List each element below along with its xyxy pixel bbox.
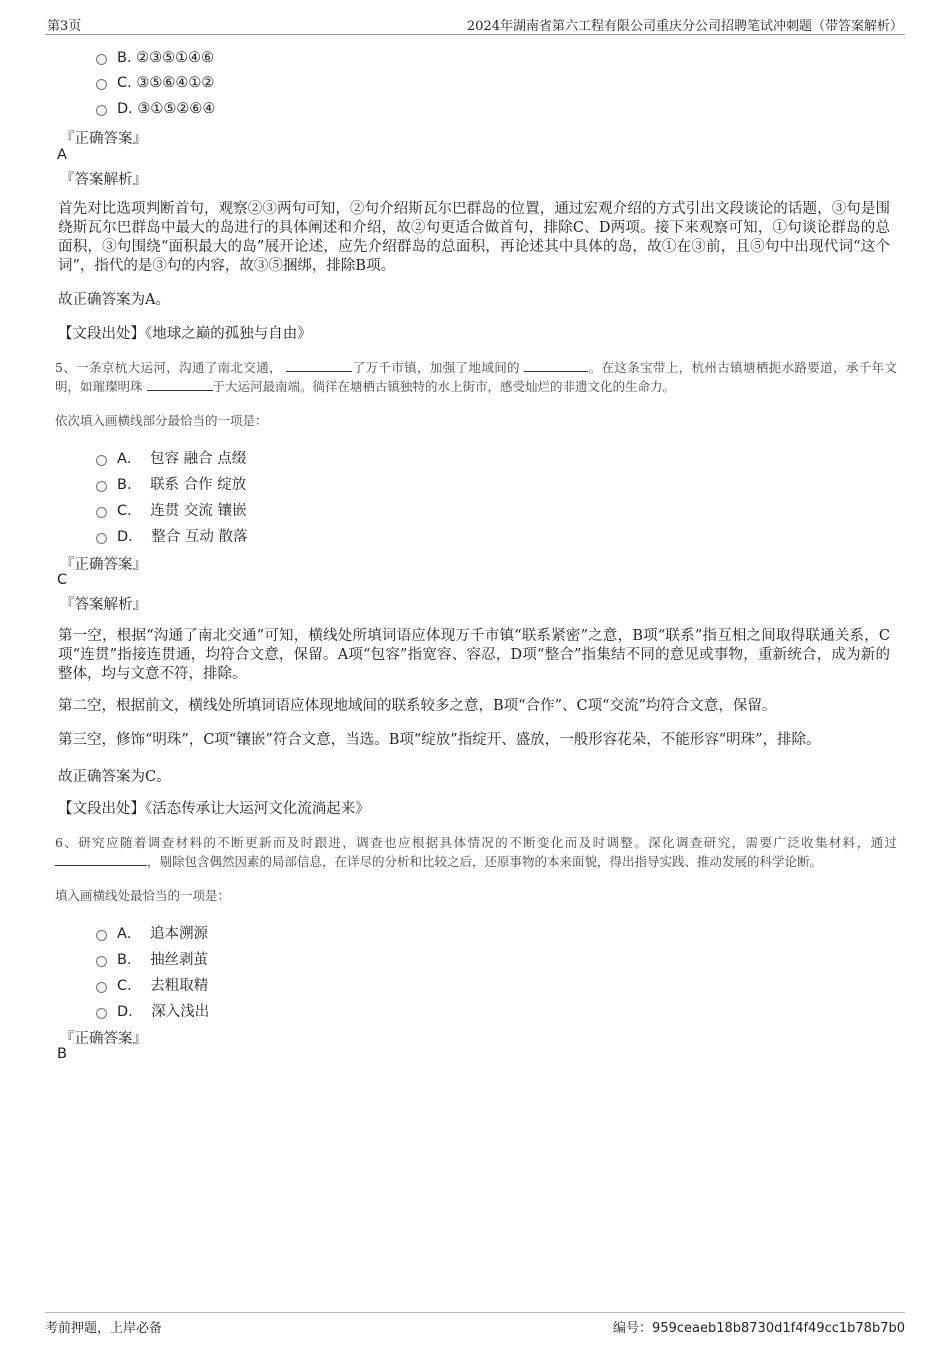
q6-answer: B	[57, 1046, 67, 1062]
footer-slogan: 考前押题，上岸必备	[45, 1321, 163, 1336]
q5-option-a[interactable]: A． 包容 融合 点缀	[96, 447, 246, 468]
q4-answer-label: 『正确答案』	[60, 131, 147, 147]
q5-analysis-label: 『答案解析』	[60, 597, 147, 613]
page-number: 第3页	[47, 19, 82, 34]
radio-icon[interactable]	[96, 105, 107, 116]
blank-1	[286, 359, 352, 372]
page-header	[45, 14, 905, 35]
q5-instruction: 依次填入画横线部分最恰当的一项是：	[55, 413, 268, 428]
q6-answer-label: 『正确答案』	[60, 1031, 147, 1047]
q5-conclusion: 故正确答案为C。	[58, 769, 171, 785]
radio-icon[interactable]	[96, 956, 107, 967]
q4-analysis-label: 『答案解析』	[60, 172, 147, 188]
q6-option-b[interactable]: B． 抽丝剥茧	[96, 948, 208, 969]
q6-option-c[interactable]: C． 去粗取精	[96, 974, 208, 995]
q6-option-a[interactable]: A． 追本溯源	[96, 922, 208, 943]
q6-option-d[interactable]: D． 深入浅出	[96, 1000, 209, 1021]
radio-icon[interactable]	[96, 533, 107, 544]
document-title: 2024年湖南省第六工程有限公司重庆分公司招聘笔试冲刺题（带答案解析）	[466, 19, 903, 34]
blank-2	[524, 359, 588, 372]
q5-option-b[interactable]: B． 联系 合作 绽放	[96, 473, 246, 494]
q5-answer: C	[57, 572, 68, 588]
q5-option-d[interactable]: D． 整合 互动 散落	[96, 525, 248, 546]
q5-analysis-2: 第二空，根据前文，横线处所填词语应体现地域间的联系较多之意，B项“合作”、C项“交流”均符合文意，保留。	[58, 698, 777, 714]
q5-stem: 5、一条京杭大运河，沟通了南北交通， 了万千市镇，加强了地域间的 。在这条宝带上，杭州古镇塘栖扼水路要道，承千年文明，如璀璨明珠 于大运河最南端。徜徉在塘栖古镇独特的水上街市，感受灿烂的非遗文化的生命力。	[55, 360, 897, 394]
radio-icon[interactable]	[96, 79, 107, 90]
q4-conclusion: 故正确答案为A。	[58, 292, 170, 308]
page-footer	[45, 1312, 905, 1337]
q5-source: 【文段出处】《活态传承让大运河文化流淌起来》	[58, 801, 370, 817]
radio-icon[interactable]	[96, 1008, 107, 1019]
q5-number: 5、	[55, 360, 77, 375]
q6-instruction: 填入画横线处最恰当的一项是：	[55, 888, 231, 903]
q4-option-c[interactable]: C. ③⑤⑥④①②	[96, 75, 214, 91]
q4-analysis: 首先对比选项判断首句，观察②③两句可知，②句介绍斯瓦尔巴群岛的位置，通过宏观介绍的方式引出文段谈论的话题，③句是围绕斯瓦尔巴群岛中最大的岛进行的具体阐述和介绍，故②句更适合做首句，排除C、D两项。接下来观察可知，①句谈论群岛的总面积，③句围绕“面积最大的岛”展开论述，应先介绍群岛的总面积，再论述其中具体的岛，故①在③前，且⑤句中出现代词“这个词”，指代的是③句的内容，故③⑤捆绑，排除B项。	[58, 201, 890, 274]
document-code: 编号：959ceaeb18b8730d1f4f49cc1b78b7b0	[613, 1321, 905, 1336]
q4-option-b[interactable]: B. ②③⑤①④⑥	[96, 50, 214, 66]
q5-analysis-1: 第一空，根据“沟通了南北交通”可知，横线处所填词语应体现万千市镇“联系紧密”之意，B项“联系”指互相之间取得联通关系，C项“连贯”指接连贯通，均符合文意，保留。A项“包容”指宽容、容忍，D项“整合”指集结不同的意见或事物，重新统合，成为新的整体，均与文意不符，排除。	[58, 628, 890, 682]
q4-answer: A	[57, 147, 67, 163]
radio-icon[interactable]	[96, 930, 107, 941]
q5-analysis-3: 第三空，修饰“明珠”，C项“镶嵌”符合文意，当选。B项“绽放”指绽开、盛放，一般形容花朵，不能形容“明珠”，排除。	[58, 732, 821, 748]
radio-icon[interactable]	[96, 982, 107, 993]
q5-answer-label: 『正确答案』	[60, 557, 147, 573]
blank-1	[55, 853, 147, 866]
radio-icon[interactable]	[96, 455, 107, 466]
q5-option-c[interactable]: C． 连贯 交流 镶嵌	[96, 499, 246, 520]
q6-number: 6、	[55, 835, 79, 850]
q6-stem: 6、研究应随着调查材料的不断更新而及时跟进，调查也应根据具体情况的不断变化而及时调整。深化调查研究，需要广泛收集材料，通过 ，剔除包含偶然因素的局部信息，在详尽的分析和比较之后，还原事物的本来面貌，得出指导实践、推动发展的科学论断。	[55, 835, 897, 869]
q4-source: 【文段出处】《地球之巅的孤独与自由》	[58, 326, 312, 342]
q4-option-d[interactable]: D. ③①⑤②⑥④	[96, 101, 215, 117]
radio-icon[interactable]	[96, 507, 107, 518]
radio-icon[interactable]	[96, 54, 107, 65]
blank-3	[147, 378, 213, 391]
radio-icon[interactable]	[96, 481, 107, 492]
